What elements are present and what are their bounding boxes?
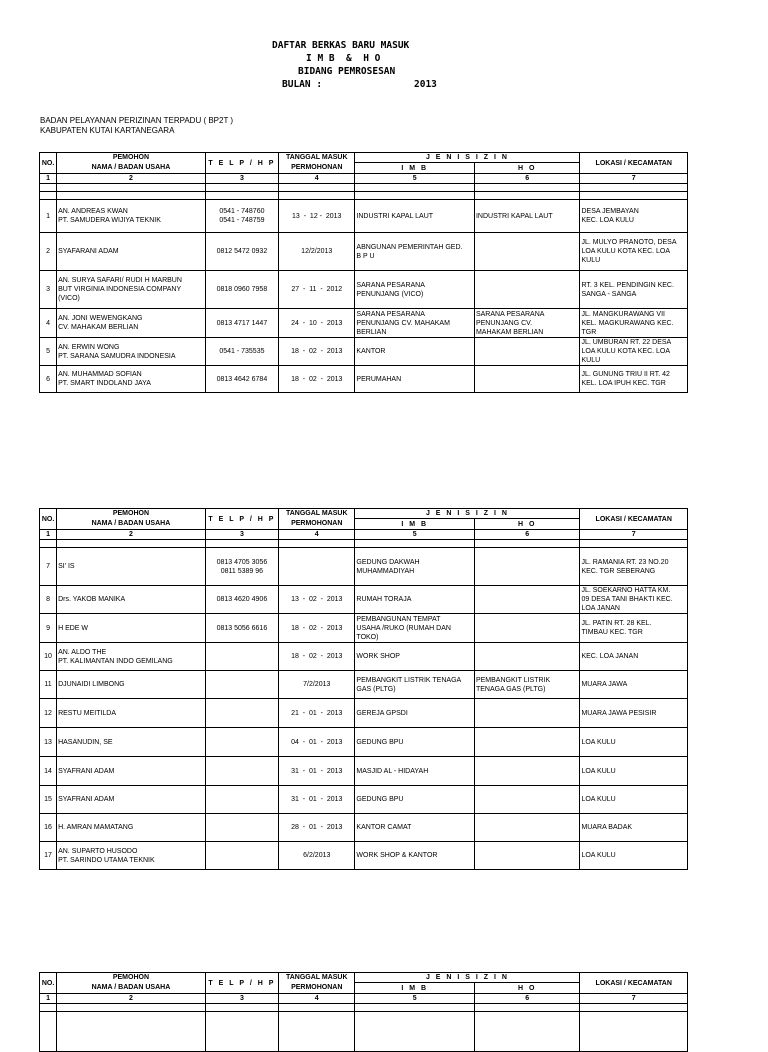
agency-name: BADAN PELAYANAN PERIZINAN TERPADU ( BP2T ) [40,116,234,125]
row-izin-ho [474,699,580,728]
row-tanggal-masuk: 21 - 01 - 2013 [279,699,355,728]
row-tanggal-masuk: 27 - 11 - 2012 [279,271,355,309]
col-header-pemohon: PEMOHON [57,973,206,983]
empty-cell [279,1012,355,1052]
row-telp [205,643,278,671]
row-no: 13 [40,728,57,757]
row-nama-badan-usaha: SYAFRANI ADAM [57,786,206,814]
row-izin-imb: PEMBANGUNAN TEMPAT USAHA /RUKO (RUMAH DAN TOKO) [355,614,475,643]
column-number: 3 [205,530,278,540]
row-izin-ho [474,728,580,757]
row-lokasi: KEC. LOA JANAN [580,643,688,671]
row-izin-ho [474,786,580,814]
row-no: 8 [40,586,57,614]
row-nama-badan-usaha: SYAFARANI ADAM [57,233,206,271]
empty-row [40,1012,688,1052]
column-number: 6 [474,174,580,184]
row-nama-badan-usaha: SYAFRANI ADAM [57,757,206,786]
col-header-tanggal-masuk: TANGGAL MASUK [279,153,355,163]
empty-cell [57,1004,206,1012]
row-telp: 0818 0960 7958 [205,271,278,309]
empty-cell [580,184,688,192]
table-row [40,814,688,842]
column-number: 1 [40,530,57,540]
col-header-lokasi: LOKASI / KECAMATAN [580,973,688,994]
row-tanggal-masuk: 18 - 02 - 2013 [279,614,355,643]
empty-cell [40,1012,57,1052]
row-lokasi: DESA JEMBAYAN KEC. LOA KULU [580,200,688,233]
row-nama-badan-usaha: AN. SUPARTO HUSODO PT. SARINDO UTAMA TEKNIK [57,842,206,870]
row-lokasi: MUARA JAWA PESISIR [580,699,688,728]
empty-cell [279,1004,355,1012]
table-row [40,338,688,366]
col-header-ho: H O [474,519,580,530]
row-lokasi: LOA KULU [580,842,688,870]
row-no: 14 [40,757,57,786]
empty-cell [57,192,206,200]
register-table-2 [39,508,688,870]
row-telp [205,671,278,699]
row-izin-imb: KANTOR [355,338,475,366]
empty-cell [279,184,355,192]
row-izin-ho [474,338,580,366]
row-no: 2 [40,233,57,271]
row-tanggal-masuk: 18 - 02 - 2013 [279,338,355,366]
row-tanggal-masuk: 31 - 01 - 2013 [279,786,355,814]
table-row [40,309,688,338]
empty-cell [355,540,475,548]
row-nama-badan-usaha: AN. JONI WEWENGKANG CV. MAHAKAM BERLIAN [57,309,206,338]
column-number: 1 [40,174,57,184]
row-no: 1 [40,200,57,233]
empty-cell [57,1012,206,1052]
row-lokasi: JL. PATIN RT. 28 KEL. TIMBAU KEC. TGR [580,614,688,643]
row-izin-imb: RUMAH TORAJA [355,586,475,614]
row-nama-badan-usaha: AN. ANDREAS KWAN PT. SAMUDERA WIJIYA TEKNIK [57,200,206,233]
row-izin-imb: INDUSTRI KAPAL LAUT [355,200,475,233]
row-lokasi: MUARA JAWA [580,671,688,699]
document-title: DAFTAR BERKAS BARU MASUK [272,40,410,51]
col-header-jenis-izin: J E N I S I Z I N [355,973,580,983]
empty-cell [474,1012,580,1052]
register-table-3 [39,972,688,1052]
row-telp: 0812 5472 0932 [205,233,278,271]
empty-cell [355,192,475,200]
empty-cell [57,540,206,548]
row-lokasi: LOA KULU [580,728,688,757]
empty-cell [474,184,580,192]
col-header-telp: T E L P / H P [205,973,278,994]
row-telp: 0813 5056 6616 [205,614,278,643]
table-row [40,728,688,757]
row-no: 3 [40,271,57,309]
empty-cell [205,1004,278,1012]
row-lokasi: JL. UMBURAN RT. 22 DESA LOA KULU KOTA KEC. LOA KULU [580,338,688,366]
table-row [40,786,688,814]
column-number: 6 [474,530,580,540]
row-no: 7 [40,548,57,586]
row-izin-ho [474,366,580,393]
empty-cell [40,192,57,200]
col-header-permohonan: PERMOHONAN [279,983,355,994]
column-number: 3 [205,174,278,184]
column-number: 2 [57,174,206,184]
row-lokasi: JL. GUNUNG TRIU II RT. 42 KEL. LOA IPUH KEC. TGR [580,366,688,393]
row-nama-badan-usaha: Drs. YAKOB MANIKA [57,586,206,614]
row-nama-badan-usaha: AN. ERWIN WONG PT. SARANA SAMUDRA INDONESIA [57,338,206,366]
col-header-telp: T E L P / H P [205,509,278,530]
row-tanggal-masuk: 13 - 02 - 2013 [279,586,355,614]
table-row [40,757,688,786]
col-header-telp: T E L P / H P [205,153,278,174]
row-telp [205,842,278,870]
row-lokasi: LOA KULU [580,786,688,814]
row-tanggal-masuk: 7/2/2013 [279,671,355,699]
row-izin-ho [474,842,580,870]
empty-cell [279,192,355,200]
column-number: 7 [580,530,688,540]
row-izin-imb: GEDUNG BPU [355,728,475,757]
row-tanggal-masuk: 18 - 02 - 2013 [279,643,355,671]
row-no: 10 [40,643,57,671]
col-header-ho: H O [474,983,580,994]
row-izin-ho [474,614,580,643]
row-telp: 0813 4705 3056 0811 5389 96 [205,548,278,586]
empty-cell [474,192,580,200]
column-number: 5 [355,174,475,184]
row-tanggal-masuk: 13 - 12 - 2013 [279,200,355,233]
column-number: 4 [279,994,355,1004]
empty-row [40,1004,688,1012]
row-izin-ho [474,814,580,842]
agency-info [40,116,233,136]
row-izin-imb: KANTOR CAMAT [355,814,475,842]
col-header-tanggal-masuk: TANGGAL MASUK [279,509,355,519]
table-row [40,671,688,699]
row-izin-ho [474,233,580,271]
row-izin-ho [474,548,580,586]
table-row [40,200,688,233]
col-header-lokasi: LOKASI / KECAMATAN [580,509,688,530]
table-row [40,233,688,271]
col-header-nama: NAMA / BADAN USAHA [57,163,206,174]
col-header-pemohon: PEMOHON [57,509,206,519]
empty-cell [474,540,580,548]
row-izin-ho: INDUSTRI KAPAL LAUT [474,200,580,233]
empty-row [40,192,688,200]
row-telp [205,757,278,786]
row-telp [205,786,278,814]
row-lokasi: LOA KULU [580,757,688,786]
empty-row [40,184,688,192]
col-header-permohonan: PERMOHONAN [279,519,355,530]
table-row [40,699,688,728]
table-row [40,643,688,671]
row-izin-ho: SARANA PESARANA PENUNJANG CV. MAHAKAM BERLIAN [474,309,580,338]
row-telp [205,728,278,757]
col-header-tanggal-masuk: TANGGAL MASUK [279,973,355,983]
col-header-imb: I M B [355,983,475,994]
row-no: 11 [40,671,57,699]
row-no: 9 [40,614,57,643]
column-number: 1 [40,994,57,1004]
col-header-nama: NAMA / BADAN USAHA [57,983,206,994]
row-nama-badan-usaha: AN. ALDO THE PT. KALIMANTAN INDO GEMILANG [57,643,206,671]
row-izin-imb: GEDUNG DAKWAH MUHAMMADIYAH [355,548,475,586]
col-header-imb: I M B [355,163,475,174]
row-no: 12 [40,699,57,728]
empty-cell [355,1012,475,1052]
empty-cell [580,192,688,200]
column-number: 2 [57,994,206,1004]
column-number: 4 [279,530,355,540]
row-no: 6 [40,366,57,393]
col-header-ho: H O [474,163,580,174]
empty-cell [40,540,57,548]
column-number: 5 [355,994,475,1004]
empty-cell [40,184,57,192]
row-lokasi: JL. RAMANIA RT. 23 NO.20 KEC. TGR SEBERANG [580,548,688,586]
row-nama-badan-usaha: AN. MUHAMMAD SOFIAN PT. SMART INDOLAND JAYA [57,366,206,393]
row-izin-ho [474,271,580,309]
row-lokasi: JL. SOEKARNO HATTA KM. 09 DESA TANI BHAKTI KEC. LOA JANAN [580,586,688,614]
month-label: BULAN : [282,79,323,90]
empty-cell [355,184,475,192]
row-izin-imb: WORK SHOP [355,643,475,671]
col-header-jenis-izin: J E N I S I Z I N [355,153,580,163]
empty-cell [355,1004,475,1012]
table-row [40,614,688,643]
year-value: 2013 [414,79,437,90]
row-izin-ho [474,643,580,671]
col-header-no: NO. [40,509,57,530]
column-number: 3 [205,994,278,1004]
row-izin-imb: GEDUNG BPU [355,786,475,814]
row-no: 16 [40,814,57,842]
row-telp: 0813 4717 1447 [205,309,278,338]
row-izin-ho [474,586,580,614]
empty-cell [580,540,688,548]
row-no: 5 [40,338,57,366]
col-header-permohonan: PERMOHONAN [279,163,355,174]
row-tanggal-masuk: 18 - 02 - 2013 [279,366,355,393]
empty-cell [57,184,206,192]
register-table-1 [39,152,688,393]
empty-cell [279,540,355,548]
empty-cell [474,1004,580,1012]
empty-cell [205,1012,278,1052]
row-tanggal-masuk: 04 - 01 - 2013 [279,728,355,757]
row-izin-imb: ABNGUNAN PEMERINTAH GED. B P U [355,233,475,271]
row-tanggal-masuk: 6/2/2013 [279,842,355,870]
row-no: 17 [40,842,57,870]
row-lokasi: RT. 3 KEL. PENDINGIN KEC. SANGA - SANGA [580,271,688,309]
col-header-no: NO. [40,153,57,174]
row-tanggal-masuk: 28 - 01 - 2013 [279,814,355,842]
row-izin-imb: MASJID AL - HIDAYAH [355,757,475,786]
empty-row [40,540,688,548]
row-izin-imb: SARANA PESARANA PENUNJANG (VICO) [355,271,475,309]
row-izin-imb: PERUMAHAN [355,366,475,393]
column-number: 5 [355,530,475,540]
row-nama-badan-usaha: HASANUDIN, SE [57,728,206,757]
col-header-no: NO. [40,973,57,994]
row-nama-badan-usaha: SI' IS [57,548,206,586]
agency-region: KABUPATEN KUTAI KARTANEGARA [40,126,175,135]
column-number: 6 [474,994,580,1004]
row-telp: 0813 4642 6784 [205,366,278,393]
row-no: 15 [40,786,57,814]
row-tanggal-masuk: 24 - 10 - 2013 [279,309,355,338]
empty-cell [205,192,278,200]
empty-cell [580,1004,688,1012]
empty-cell [580,1012,688,1052]
row-izin-imb: SARANA PESARANA PENUNJANG CV. MAHAKAM BERLIAN [355,309,475,338]
row-lokasi: MUARA BADAK [580,814,688,842]
row-telp: 0541 - 735535 [205,338,278,366]
table-row [40,271,688,309]
column-number: 7 [580,174,688,184]
empty-cell [205,540,278,548]
col-header-imb: I M B [355,519,475,530]
row-izin-imb: GEREJA GPSDI [355,699,475,728]
row-lokasi: JL. MULYO PRANOTO, DESA LOA KULU KOTA KEC. LOA KULU [580,233,688,271]
row-telp: 0813 4620 4906 [205,586,278,614]
col-header-nama: NAMA / BADAN USAHA [57,519,206,530]
col-header-jenis-izin: J E N I S I Z I N [355,509,580,519]
row-izin-ho [474,757,580,786]
row-nama-badan-usaha: DJUNAIDI LIMBONG [57,671,206,699]
row-tanggal-masuk [279,548,355,586]
col-header-pemohon: PEMOHON [57,153,206,163]
table-row [40,366,688,393]
document-subtitle-imb-ho: I M B & H O [306,53,381,64]
row-no: 4 [40,309,57,338]
column-number: 7 [580,994,688,1004]
empty-cell [205,184,278,192]
column-number: 4 [279,174,355,184]
row-nama-badan-usaha: RESTU MEITILDA [57,699,206,728]
row-nama-badan-usaha: H. AMRAN MAMATANG [57,814,206,842]
table-row [40,548,688,586]
table-row [40,586,688,614]
row-telp [205,814,278,842]
row-nama-badan-usaha: H EDE W [57,614,206,643]
row-lokasi: JL. MANGKURAWANG VII KEL. MAGKURAWANG KEC. TGR [580,309,688,338]
table-row [40,842,688,870]
row-izin-ho: PEMBANGKIT LISTRIK TENAGA GAS (PLTG) [474,671,580,699]
document-division: BIDANG PEMROSESAN [298,66,396,77]
row-izin-imb: WORK SHOP & KANTOR [355,842,475,870]
col-header-lokasi: LOKASI / KECAMATAN [580,153,688,174]
empty-cell [40,1004,57,1012]
row-izin-imb: PEMBANGKIT LISTRIK TENAGA GAS (PLTG) [355,671,475,699]
row-tanggal-masuk: 31 - 01 - 2013 [279,757,355,786]
row-telp: 0541 - 748760 0541 - 748759 [205,200,278,233]
row-nama-badan-usaha: AN. SURYA SAFARI/ RUDI H MARBUN BUT VIRGINIA INDONESIA COMPANY (VICO) [57,271,206,309]
row-telp [205,699,278,728]
column-number: 2 [57,530,206,540]
row-tanggal-masuk: 12/2/2013 [279,233,355,271]
